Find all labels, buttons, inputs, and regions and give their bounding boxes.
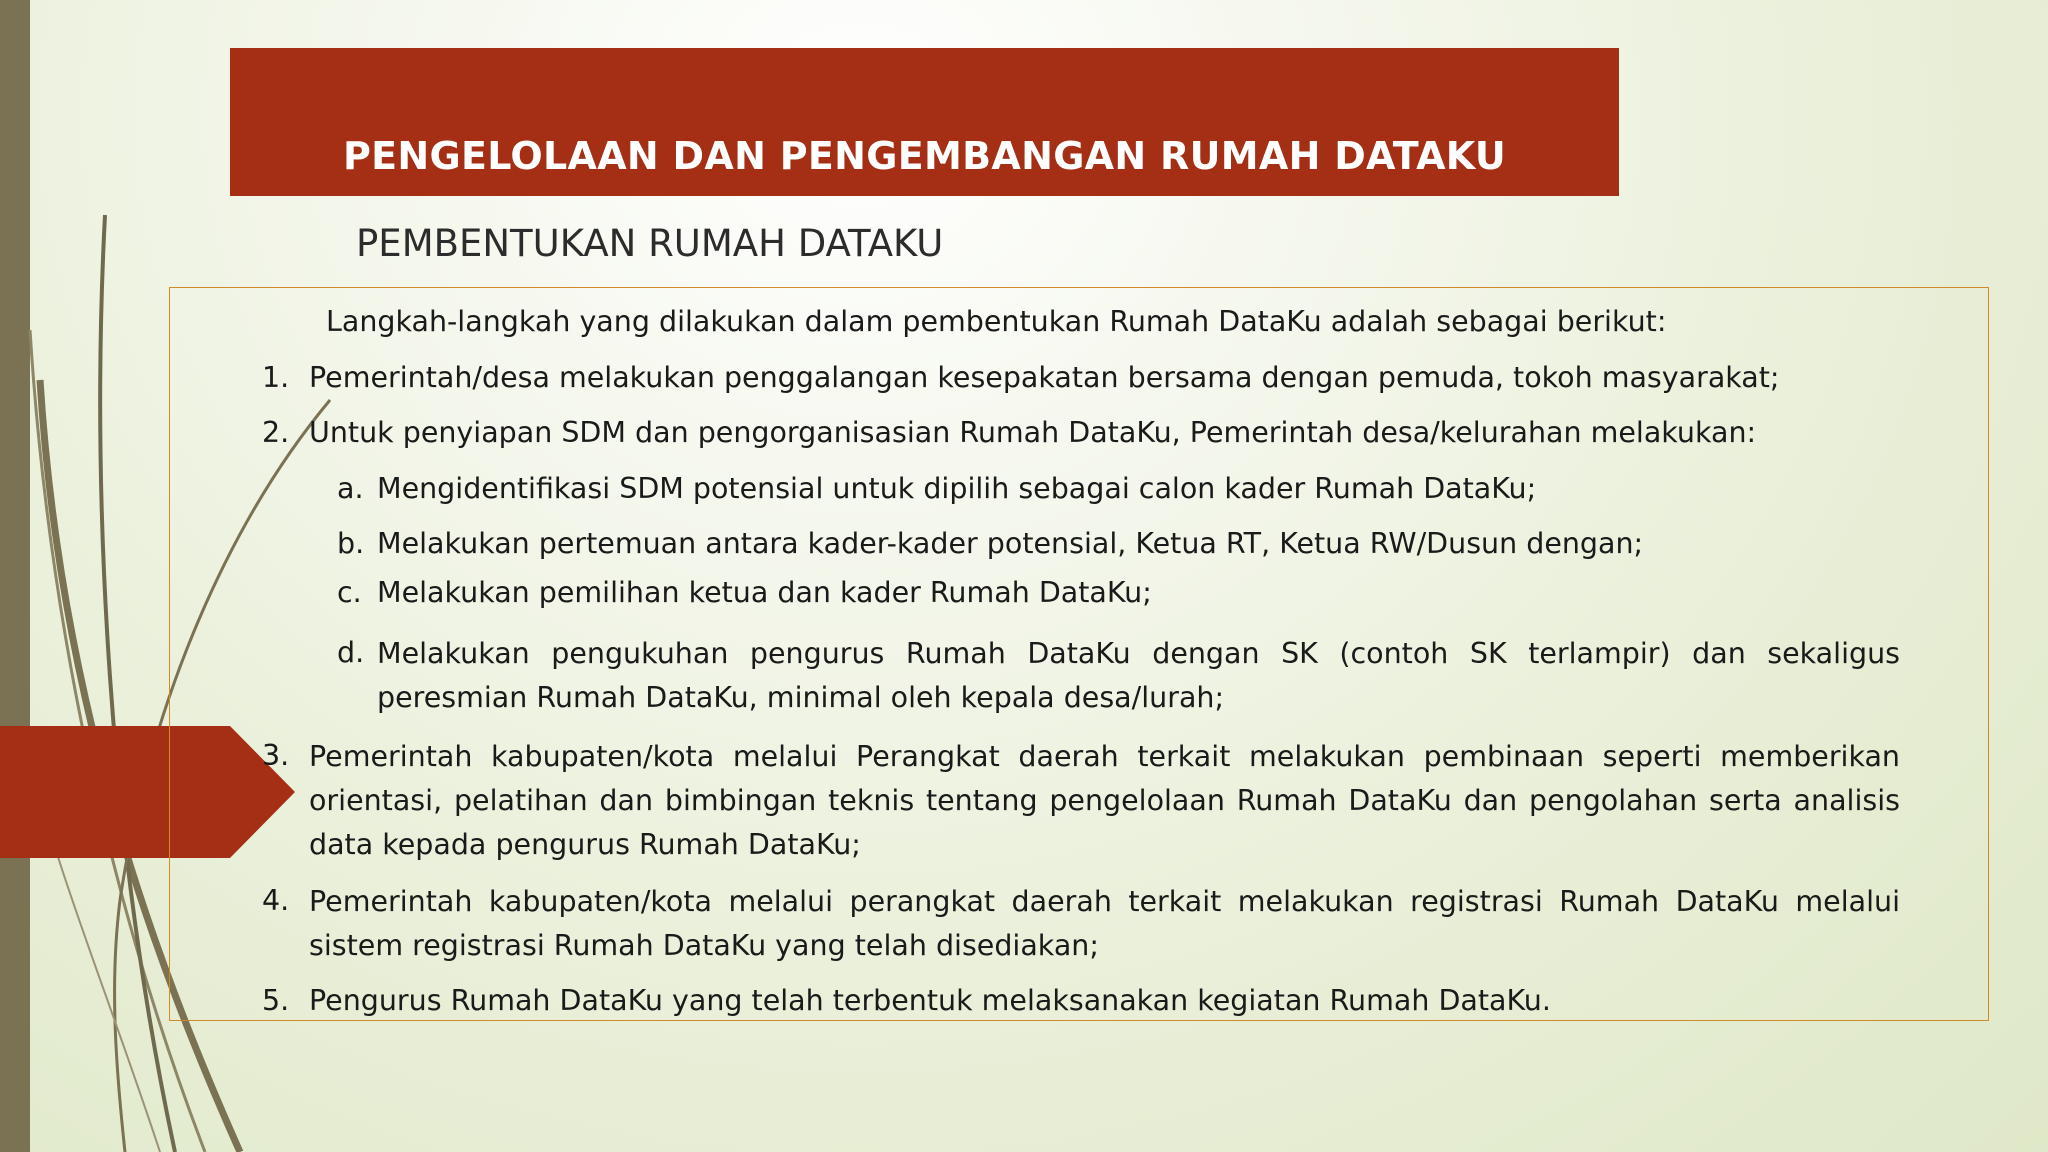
subitem-d: Melakukan pengukuhan pengurus Rumah DataKu dengan SK (contoh SK terlampir) dan sekaligus peresmian Rumah DataKu, minimal oleh kepala desa/lurah; — [377, 637, 1900, 714]
list-item-1: Pemerintah/desa melakukan penggalangan kesepakatan bersama dengan pemuda, tokoh masyarakat; — [309, 361, 1780, 394]
title-banner — [230, 48, 1619, 196]
subitem-c: Melakukan pemilihan ketua dan kader Rumah DataKu; — [377, 576, 1152, 609]
item-number: 1. — [262, 361, 290, 394]
list-item-4: Pemerintah kabupaten/kota melalui perangkat daerah terkait melakukan registrasi Rumah DataKu melalui sistem registrasi Rumah DataKu yang telah disediakan; — [309, 885, 1900, 962]
item-number: 3. — [262, 739, 290, 772]
item-number: 4. — [262, 884, 290, 917]
subitem-letter: a. — [337, 472, 364, 505]
subitem-letter: c. — [337, 576, 362, 609]
slide-title: PENGELOLAAN DAN PENGEMBANGAN RUMAH DATAKU — [342, 134, 1507, 178]
item-number: 5. — [262, 984, 290, 1017]
list-item-2: Untuk penyiapan SDM dan pengorganisasian Rumah DataKu, Pemerintah desa/kelurahan melakukan: — [309, 416, 1757, 449]
subitem-b: Melakukan pertemuan antara kader-kader potensial, Ketua RT, Ketua RW/Dusun dengan; — [377, 527, 1644, 560]
list-item-3: Pemerintah kabupaten/kota melalui Perangkat daerah terkait melakukan pembinaan seperti memberikan orientasi, pelatihan dan bimbingan teknis tentang pengelolaan Rumah DataKu dan pengolahan serta analisis data kepada pengurus Rumah DataKu; — [309, 740, 1900, 861]
intro-text: Langkah-langkah yang dilakukan dalam pembentukan Rumah DataKu adalah sebagai berikut: — [326, 305, 1667, 338]
list-item-5: Pengurus Rumah DataKu yang telah terbentuk melaksanakan kegiatan Rumah DataKu. — [309, 984, 1551, 1017]
subitem-letter: b. — [337, 527, 365, 560]
subitem-letter: d. — [337, 636, 365, 669]
slide-subtitle: PEMBENTUKAN RUMAH DATAKU — [356, 222, 944, 265]
subitem-a: Mengidentifikasi SDM potensial untuk dipilih sebagai calon kader Rumah DataKu; — [377, 472, 1537, 505]
item-number: 2. — [262, 416, 290, 449]
